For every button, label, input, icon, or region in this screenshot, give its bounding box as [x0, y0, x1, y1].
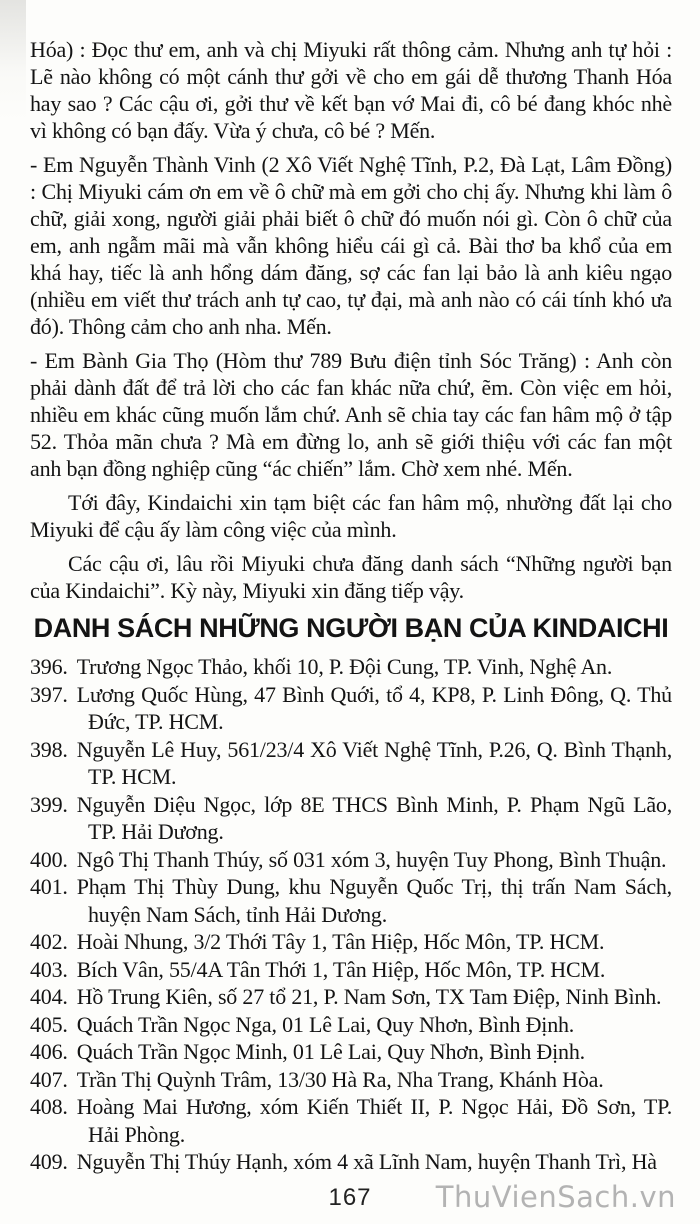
list-item [30, 873, 672, 928]
letter-reply-paragraph: - Em Nguyễn Thành Vinh (2 Xô Viết Nghệ Tĩnh, P.2, Đà Lạt, Lâm Đồng) : Chị Miyuki cám ơn em về ô chữ mà em gởi cho chị ấy. Nhưng khi làm ô chữ, giải xong, người giải phải biết ô chữ đó muốn nói gì. Còn ô chữ của em, anh ngẫm mãi mà vẫn không hiểu cái gì cả. Bài thơ ba khổ của em khá hay, tiếc là anh hổng dám đăng, sợ các fan lại bảo là anh kiêu ngạo (nhiều em viết thư trách anh tự cao, tự đại, mà anh nào có cái tính khó ưa đó). Thông cảm cho anh nha. Mến. [30, 152, 672, 339]
item-text: Trần Thị Quỳnh Trâm, 13/30 Hà Ra, Nha Trang, Khánh Hòa. [76, 1066, 604, 1092]
list-item [30, 681, 672, 736]
item-number: 398. [30, 736, 68, 762]
item-number: 404. [30, 984, 68, 1009]
list-item [30, 1066, 672, 1094]
list-item [30, 846, 672, 874]
friend-list-heading: DANH SÁCH NHỮNG NGƯỜI BẠN CỦA KINDAICHI [33, 613, 669, 643]
page-number: 167 [328, 1184, 372, 1211]
list-item [30, 1011, 672, 1039]
list-item [30, 1093, 672, 1148]
letter-reply-paragraph: - Em Bành Gia Thọ (Hòm thư 789 Bưu điện tỉnh Sóc Trăng) : Anh còn phải dành đất để trả lời cho các fan khác nữa chứ, ẽm. Còn việc em hỏi, nhiều em khác cũng muốn lắm chứ. Anh sẽ chia tay các fan hâm mộ ở tập 52. Thỏa mãn chưa ? Mà em đừng lo, anh sẽ giới thiệu với các fan một anh bạn đồng nghiệp cũng “ác chiến” lắm. Chờ xem nhé. Mến. [30, 348, 672, 481]
item-number: 409. [30, 1149, 68, 1174]
item-number: 407. [30, 1066, 68, 1092]
item-text: Hoàng Mai Hương, xóm Kiến Thiết II, P. Ngọc Hải, Đồ Sơn, TP. Hải Phòng. [76, 1094, 672, 1147]
page-content [30, 36, 672, 1176]
closing-paragraph: Tới đây, Kindaichi xin tạm biệt các fan hâm mộ, nhường đất lại cho Miyuki để cậu ấy làm công việc của mình. [30, 490, 672, 542]
item-number: 408. [30, 1094, 68, 1119]
item-text: Trương Ngọc Thảo, khối 10, P. Đội Cung, TP. Vinh, Nghệ An. [76, 654, 613, 679]
item-text: Nguyễn Diệu Ngọc, lớp 8E THCS Bình Minh, P. Phạm Ngũ Lão, TP. Hải Dương. [76, 791, 672, 844]
item-number: 405. [30, 1011, 68, 1037]
item-text: Hoài Nhung, 3/2 Thới Tây 1, Tân Hiệp, Hốc Môn, TP. HCM. [76, 929, 605, 954]
item-number: 397. [30, 681, 68, 707]
item-text: Bích Vân, 55/4A Tân Thới 1, Tân Hiệp, Hốc Môn, TP. HCM. [76, 956, 606, 982]
item-text: Quách Trần Ngọc Nga, 01 Lê Lai, Quy Nhơn, Bình Định. [76, 1011, 575, 1037]
list-item [30, 791, 672, 846]
list-item [30, 983, 672, 1011]
list-item [30, 1148, 672, 1176]
item-text: Nguyễn Lê Huy, 561/23/4 Xô Viết Nghệ Tĩnh, P.26, Q. Bình Thạnh, TP. HCM. [76, 736, 672, 789]
item-number: 396. [30, 654, 68, 679]
thuviensach-watermark: ThuVienSach.vn [435, 1180, 676, 1214]
item-number: 400. [30, 846, 68, 872]
item-number: 402. [30, 929, 68, 954]
list-item [30, 956, 672, 984]
item-number: 401. [30, 874, 68, 899]
item-text: Lương Quốc Hùng, 47 Bình Quới, tổ 4, KP8, P. Linh Đông, Q. Thủ Đức, TP. HCM. [76, 681, 672, 734]
list-item [30, 1038, 672, 1066]
list-item [30, 653, 672, 681]
item-text: Phạm Thị Thùy Dung, khu Nguyễn Quốc Trị, thị trấn Nam Sách, huyện Nam Sách, tỉnh Hải Dương. [76, 874, 672, 927]
list-item [30, 736, 672, 791]
closing-paragraph: Các cậu ơi, lâu rồi Miyuki chưa đăng danh sách “Những người bạn của Kindaichi”. Kỳ này, Miyuki xin đăng tiếp vậy. [30, 551, 672, 603]
item-text: Quách Trần Ngọc Minh, 01 Lê Lai, Quy Nhơn, Bình Định. [76, 1039, 585, 1064]
scan-noise-artifact [0, 0, 26, 120]
item-text: Ngô Thị Thanh Thúy, số 031 xóm 3, huyện Tuy Phong, Bình Thuận. [76, 846, 667, 872]
item-number: 406. [30, 1039, 68, 1064]
item-text: Nguyễn Thị Thúy Hạnh, xóm 4 xã Lĩnh Nam, huyện Thanh Trì, Hà [76, 1149, 657, 1174]
item-number: 399. [30, 791, 68, 817]
item-number: 403. [30, 956, 68, 982]
item-text: Hồ Trung Kiên, số 27 tổ 21, P. Nam Sơn, TX Tam Điệp, Ninh Bình. [76, 984, 662, 1009]
friend-list [30, 653, 672, 1176]
list-item [30, 928, 672, 956]
letter-reply-paragraph: Hóa) : Đọc thư em, anh và chị Miyuki rất thông cảm. Nhưng anh tự hỏi : Lẽ nào không có một cánh thư gởi về cho em gái dễ thương Thanh Hóa hay sao ? Các cậu ơi, gởi thư về kết bạn vớ Mai đi, cô bé đang khóc nhè vì không có bạn đấy. Vừa ý chưa, cô bé ? Mến. [30, 37, 672, 143]
